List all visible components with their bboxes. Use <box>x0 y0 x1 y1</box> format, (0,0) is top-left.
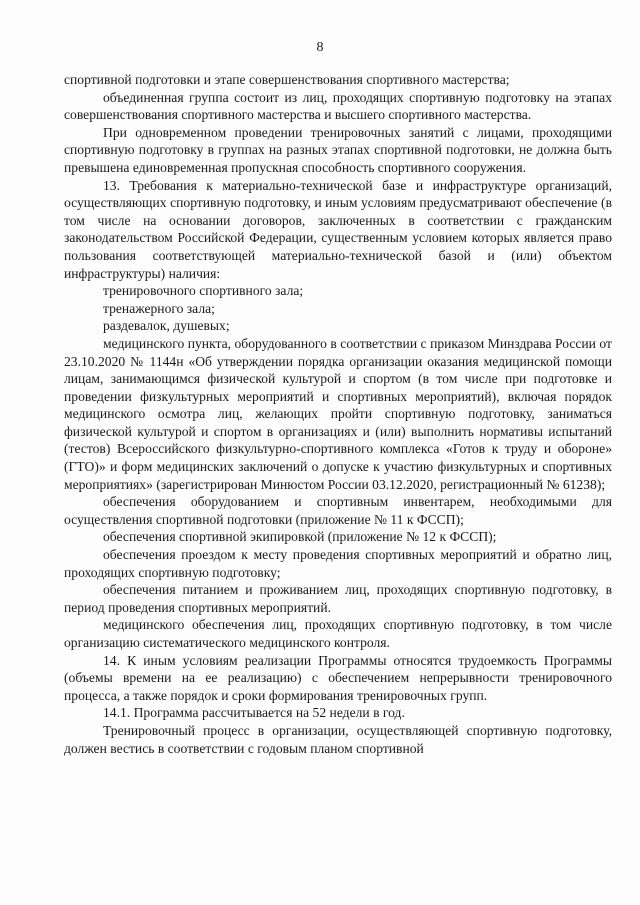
list-item-medical-point: медицинского пункта, оборудованного в соответствии с приказом Минздрава России от 23.10.2020 № 1144н «Об утверждении порядка организации оказания медицинской помощи лицам, занимающимся физической культурой и спортом (в том числе при подготовке и проведении физкультурных мероприятий и спортивных мероприятий), включая порядок медицинского осмотра лиц, желающих пройти спортивную подготовку, заниматься физической культурой и спортом в организациях и (или) выполнить нормативы испытаний (тестов) Всероссийского физкультурно-спортивного комплекса «Готов к труду и обороне» (ГТО)» и форм медицинских заключений о допуске к участию физкультурных и спортивных мероприятиях» (зарегистрирован Минюстом России 03.12.2020, регистрационный № 61238); <box>64 335 612 492</box>
list-item-sports-gear: обеспечения спортивной экипировкой (приложение № 12 к ФССП); <box>103 529 497 545</box>
list-item-gym: тренажерного зала; <box>103 300 215 316</box>
list-item-food-lodging: обеспечения питанием и проживанием лиц, проходящих спортивную подготовку, в период проведения спортивных мероприятий. <box>64 582 612 615</box>
list-item-travel: обеспечения проездом к месту проведения спортивных мероприятий и обратно лиц, проходящих спортивную подготовку; <box>64 547 612 580</box>
paragraph-section-13: 13. Требования к материально-технической базе и инфраструктуре организаций, осуществляющих спортивную подготовку, и иным условиям предусматривают обеспечение (в том числе на основании договоров, заключенных в соответствии с гражданским законодательством Российской Федерации, существенным условием которых является право пользования соответствующей материально-технической базой и (или) объектом инфраструктуры) наличия: <box>64 177 612 281</box>
list-item-medical-support: медицинского обеспечения лиц, проходящих спортивную подготовку, в том числе организацию систематического медицинского контроля. <box>64 617 612 650</box>
paragraph-section-14-1: 14.1. Программа рассчитывается на 52 недели в год. <box>103 705 405 721</box>
document-body <box>64 71 612 757</box>
paragraph-training-process: Тренировочный процесс в организации, осуществляющей спортивную подготовку, должен вестись в соответствии с годовым планом спортивной <box>64 722 612 756</box>
page-number: 8 <box>316 40 324 55</box>
paragraph-section-14: 14. К иным условиям реализации Программы относятся трудоемкость Программы (объемы времени на ее реализацию) с обеспечением непрерывности тренировочного процесса, а также порядок и сроки формирования тренировочных групп. <box>64 652 612 703</box>
page-bottom-fade <box>0 865 640 905</box>
list-item-training-hall: тренировочного спортивного зала; <box>103 283 304 299</box>
paragraph-combined-group: объединенная группа состоит из лиц, проходящих спортивную подготовку на этапах совершенствования спортивного мастерства и высшего спортивного мастерства. <box>64 89 612 123</box>
list-item-equipment: обеспечения оборудованием и спортивным инвентарем, необходимыми для осуществления спортивной подготовки (приложение № 11 к ФССП); <box>64 494 612 527</box>
paragraph-continuation: спортивной подготовки и этапе совершенствования спортивного мастерства; <box>64 72 510 87</box>
paragraph-simultaneous-training: При одновременном проведении тренировочных занятий с лицами, проходящими спортивную подготовку в группах на разных этапах спортивной подготовки, не должна быть превышена единовременная пропускная способность спортивного сооружения. <box>64 124 612 175</box>
list-item-locker-rooms: раздевалок, душевых; <box>103 318 230 334</box>
